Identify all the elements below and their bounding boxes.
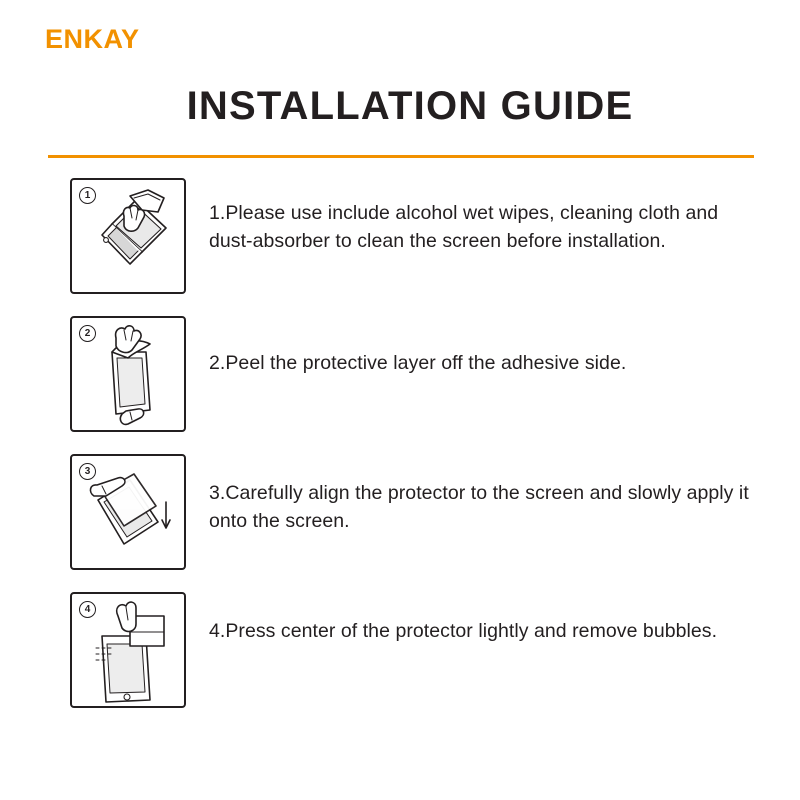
step-2-text: 2.Peel the protective layer off the adhesive side. [209, 352, 627, 374]
step-1-illustration [70, 178, 186, 294]
steps-list [0, 178, 800, 730]
list-item [0, 454, 800, 570]
step-3-text: 3.Carefully align the protector to the screen and slowly apply it onto the screen. [209, 482, 749, 532]
step-4-text: 4.Press center of the protector lightly and remove bubbles. [209, 620, 718, 642]
step-4-badge: 4 [79, 601, 96, 618]
title-divider [48, 155, 754, 158]
step-1-text: 1.Please use include alcohol wet wipes, cleaning cloth and dust-absorber to clean the screen before installation. [209, 202, 719, 252]
step-1-badge: 1 [79, 187, 96, 204]
list-item [0, 592, 800, 708]
step-3-badge: 3 [79, 463, 96, 480]
step-4-illustration [70, 592, 186, 708]
step-3-illustration [70, 454, 186, 570]
step-2-badge: 2 [79, 325, 96, 342]
page-title-wrap [70, 84, 750, 128]
brand-logo: ENKAY [45, 24, 140, 54]
list-item [0, 178, 800, 294]
page-title: INSTALLATION GUIDE [186, 84, 634, 128]
step-2-illustration [70, 316, 186, 432]
list-item [0, 316, 800, 432]
